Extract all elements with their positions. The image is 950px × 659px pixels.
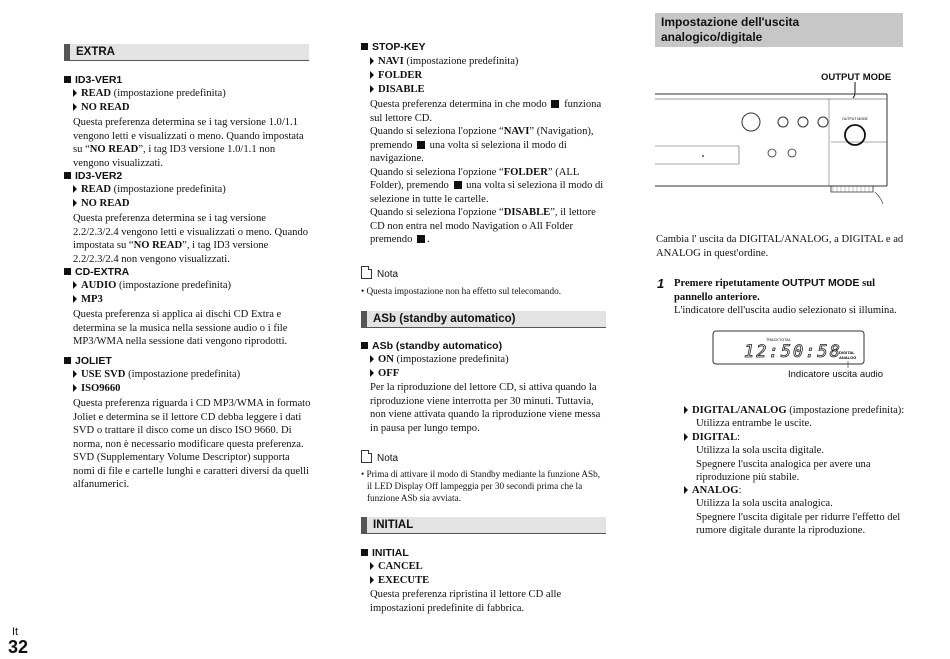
option-disable: DISABLE [370,83,425,97]
intro-text: Cambia l' uscita da DIGITAL/ANALOG, a DIGITAL e ad ANALOG in quest'ordine. [656,234,904,259]
option-folder: FOLDER [370,69,422,83]
subheading-id3-ver1: ID3-VER1 [64,74,122,87]
section-header-output: Impostazione dell'uscita analogico/digitale [655,13,903,47]
note-heading: Nota [361,266,398,282]
option-use-svd: USE SVD (impostazione predefinita) [73,368,240,382]
page-number: 32 [8,637,29,657]
note-text: • Prima di attivare il modo di Standby mediante la funzione ASb, il LED Display Off lampeggia per 30 secondi prima che la funzione ASb sia avviata. [361,469,600,503]
display-digits: 12:50:58 [744,342,842,362]
stop-symbol-icon [454,181,462,189]
initial-description: Questa preferenza ripristina il lettore CD alle impostazioni predefinite di fabbrica. [370,589,562,614]
digital-analog-description: Utilizza entrambe le uscite. [696,418,812,429]
option-digital: DIGITAL: [684,431,740,445]
id3-ver2-description: Questa preferenza determina se i tag versione 2.2/2.3/2.4 vengono letti e visualizzati o meno. Quando impostata su “NO READ”, i tag ID3 versione 2.2/2.3/2.4 non vengono visualizzati. [73,213,309,265]
stop-key-description: Questa preferenza determina in che modo funziona sul lettore CD. Quando si seleziona l'opzione “NAVI” (Navigation), premendo una volta si seleziona il modo di navigazione. Quando si seleziona l'opzione “FOLDER” (ALL Folder), premendo una volta si seleziona il modo di selezione in tutte le cartelle. Quando si seleziona l'opzione “DISABLE”, il lettore CD non entra nel modo Navigation o All Folder premendo . [370,99,604,245]
display-digital-label: DIGITAL [839,350,855,355]
option-digital-analog: DIGITAL/ANALOG (impostazione predefinita): [684,404,904,418]
subheading-asb: ASb (standby automatico) [361,340,502,353]
option-execute: EXECUTE [370,574,429,588]
option-cancel: CANCEL [370,560,423,574]
option-read: READ (impostazione predefinita) [73,183,226,197]
section-header-initial: INITIAL [361,517,606,534]
step-1-text: Premere ripetutamente OUTPUT MODE sul pannello anteriore. L'indicatore dell'uscita audio selezionato si illumina. [674,277,897,316]
output-mode-callout: OUTPUT MODE [821,72,892,83]
subheading-cd-extra: CD-EXTRA [64,266,129,279]
subheading-joliet: JOLIET [64,355,112,368]
digital-description: Utilizza la sola uscita digitale. Spegnere l'uscita analogica per avere una riproduzione più stabile. [696,445,871,483]
section-header-extra: EXTRA [64,44,309,61]
option-off: OFF [370,367,399,381]
id3-ver1-description: Questa preferenza determina se i tag versione 1.0/1.1 vengono letti e visualizzati o meno. Quando impostata su “NO READ”, i tag ID3 versione 1.0/1.1 non vengono visualizzati. [73,117,304,169]
analog-description: Utilizza la sola uscita analogica. Spegnere l'uscita digitale per ridurre l'effetto del rumore digitale durante la riproduzione. [696,498,901,536]
cd-extra-description: Questa preferenza si applica ai dischi CD Extra e determina se la musica nella sessione audio o i file MP3/WMA nella sessione dati vengono riprodotti. [73,309,288,347]
option-mp3: MP3 [73,293,103,307]
option-read: READ (impostazione predefinita) [73,87,226,101]
asb-description: Per la riproduzione del lettore CD, si attiva quando la riproduzione viene interrotta per 30 minuti. Tuttavia, non viene attivata quando la riproduzione viene messa in pausa per lungo tempo. [370,382,601,434]
display-illustration [712,330,866,370]
stop-symbol-icon [417,235,425,243]
panel-output-mode-text: OUTPUT MODE [842,117,868,121]
option-on: ON (impostazione predefinita) [370,353,509,367]
language-code: It [12,626,19,638]
section-header-asb: ASb (standby automatico) [361,311,606,328]
subheading-id3-ver2: ID3-VER2 [64,170,122,183]
note-icon [361,450,372,463]
note-icon [361,266,372,279]
step-number: 1 [657,276,665,291]
subheading-initial: INITIAL [361,547,409,560]
front-panel-illustration [655,82,890,204]
display-track-label: TRACK [766,338,779,342]
display-analog-label: ANALOG [839,355,857,360]
stop-symbol-icon [551,100,559,108]
display-total-label: TOTAL [779,338,791,342]
option-no-read: NO READ [73,197,130,211]
subheading-stop-key: STOP-KEY [361,41,425,54]
option-iso9660: ISO9660 [73,382,120,396]
option-no-read: NO READ [73,101,130,115]
note-text: • Questa impostazione non ha effetto sul telecomando. [361,286,562,296]
stop-symbol-icon [417,141,425,149]
option-audio: AUDIO (impostazione predefinita) [73,279,231,293]
indicator-caption: Indicatore uscita audio [788,369,884,380]
option-navi: NAVI (impostazione predefinita) [370,55,518,69]
joliet-description: Questa preferenza riguarda i CD MP3/WMA in formato Joliet e determina se il lettore CD debba leggere i dati SVD o trattare il disco come un disco ISO 9660. Di norma, non è necessario modificare questa preferenza. SVD (Supplementary Volume Descriptor) supporta nomi di file e cartelle lunghi e caratteri diversi da quelli alfanumerici. [73,398,311,490]
note-heading: Nota [361,450,398,466]
option-analog: ANALOG: [684,484,741,498]
